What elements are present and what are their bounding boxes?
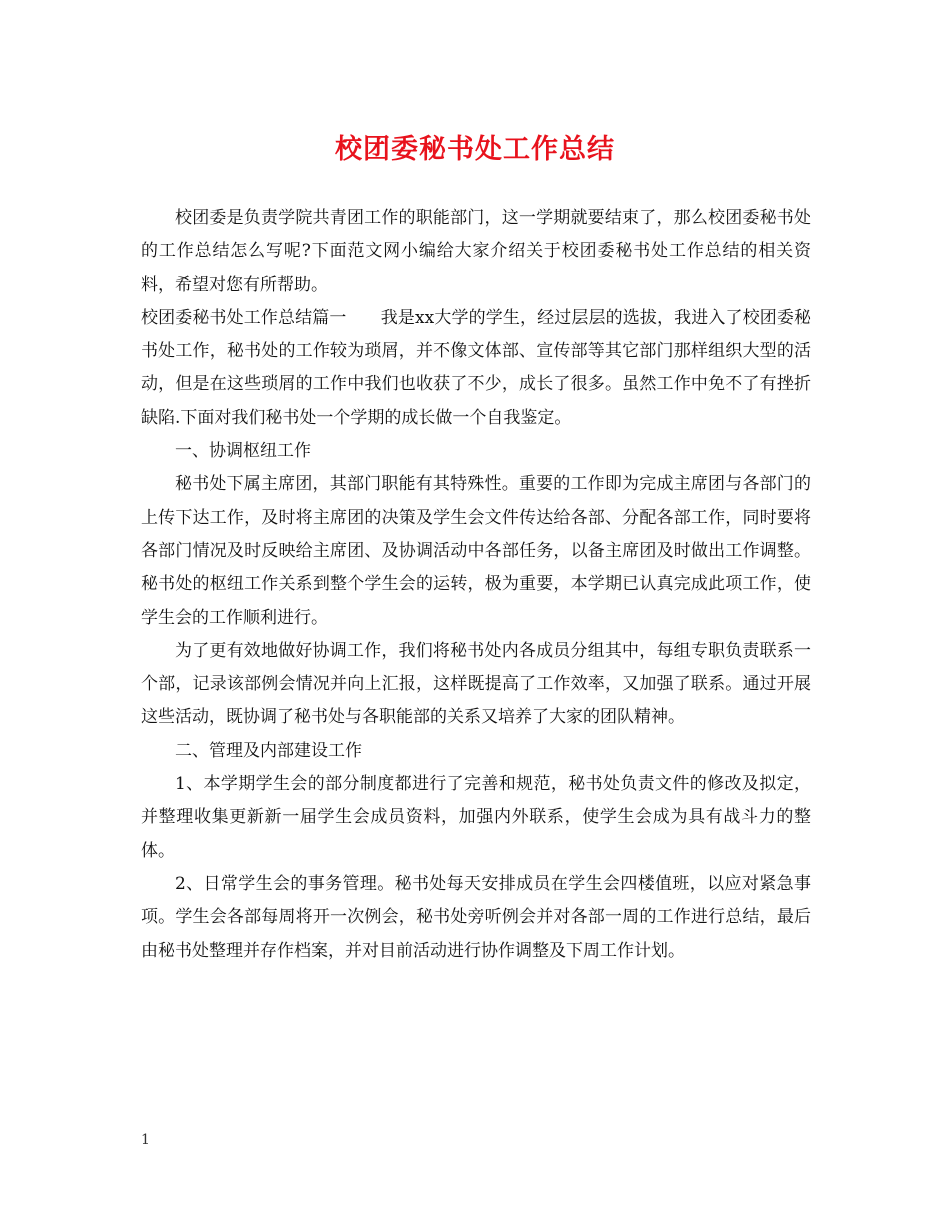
paragraph-management-item-1: 1、本学期学生会的部分制度都进行了完善和规范，秘书处负责文件的修改及拟定，并整理收集更新新一届学生会成员资料，加强内外联系，使学生会成为具有战斗力的整体。	[141, 774, 811, 861]
section-heading-management: 二、管理及内部建设工作	[175, 740, 362, 761]
paragraph-part-one: 校团委秘书处工作总结篇一 我是xx大学的学生，经过层层的选拔，我进入了校团委秘书处工作，秘书处的工作较为琐屑，并不像文体部、宣传部等其它部门那样组织大型的活动，但是在这些琐屑的工作中我们也收获了不少，成长了很多。虽然工作中免不了有挫折缺陷.下面对我们秘书处一个学期的成长做一个自我鉴定。	[141, 307, 811, 428]
document-body	[141, 202, 811, 968]
section-heading-coordination: 一、协调枢纽工作	[175, 441, 311, 462]
paragraph-coordination: 秘书处下属主席团，其部门职能有其特殊性。重要的工作即为完成主席团与各部门的上传下达工作，及时将主席团的决策及学生会文件传达给各部、分配各部工作，同时要将各部门情况及时反映给主席团、及协调活动中各部任务，以备主席团及时做出工作调整。秘书处的枢纽工作关系到整个学生会的运转，极为重要，本学期已认真完成此项工作，使学生会的工作顺利进行。	[141, 474, 811, 628]
page-number: 1	[141, 1132, 150, 1148]
paragraph-management-item-2: 2、日常学生会的事务管理。秘书处每天安排成员在学生会四楼值班，以应对紧急事项。学生会各部每周将开一次例会，秘书处旁听例会并对各部一周的工作进行总结，最后由秘书处整理并存作档案，并对目前活动进行协作调整及下周工作计划。	[141, 873, 811, 961]
paragraph-grouping: 为了更有效地做好协调工作，我们将秘书处内各成员分组其中，每组专职负责联系一个部，记录该部例会情况并向上汇报，这样既提高了工作效率，又加强了联系。通过开展这些活动，既协调了秘书处与各职能部的关系又培养了大家的团队精神。	[141, 640, 811, 728]
document-title: 校团委秘书处工作总结	[335, 134, 615, 165]
paragraph-intro: 校团委是负责学院共青团工作的职能部门，这一学期就要结束了，那么校团委秘书处的工作总结怎么写呢?下面范文网小编给大家介绍关于校团委秘书处工作总结的相关资料，希望对您有所帮助。	[141, 208, 811, 295]
